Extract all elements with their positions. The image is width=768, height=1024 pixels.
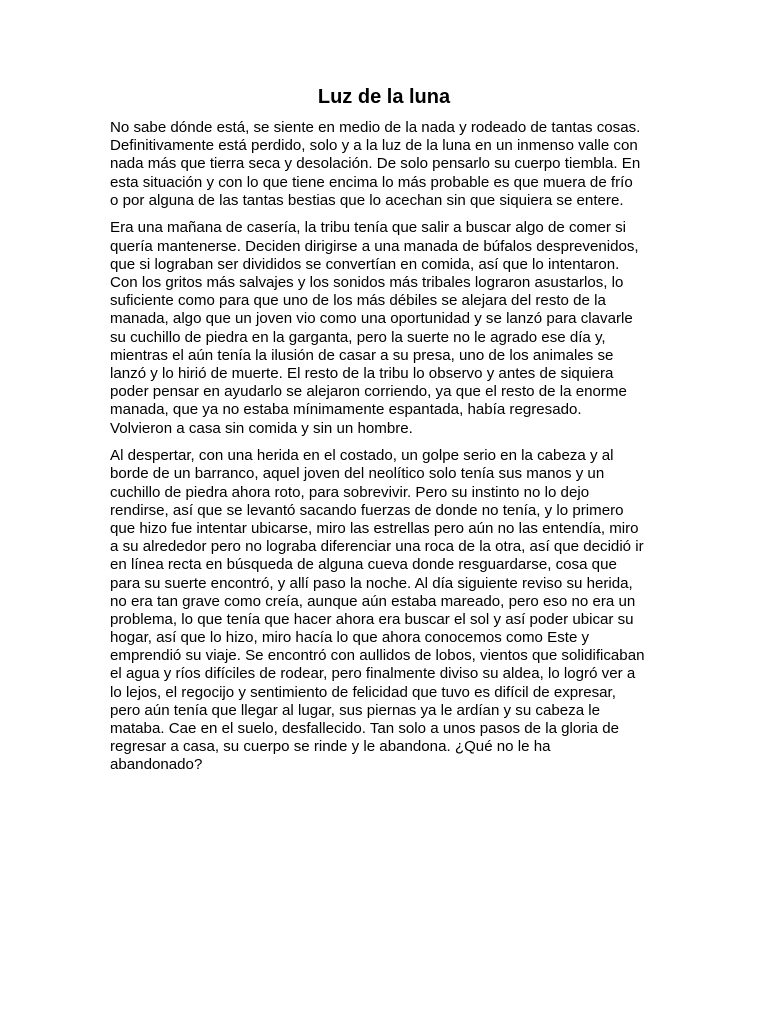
text-line: Definitivamente está perdido, solo y a la luz de la luna en un inmenso valle con <box>110 137 638 155</box>
text-line: rendirse, así que se levantó sacando fuerzas de donde no tenía, y lo primero <box>110 501 624 519</box>
text-line: no era tan grave como creía, aunque aún estaba mareado, pero eso no era un <box>110 592 636 610</box>
text-line: lanzó y lo hirió de muerte. El resto de la tribu lo observo y antes de siquiera <box>110 364 614 382</box>
text-line: hogar, así que lo hizo, miro hacía lo que ahora conocemos como Este y <box>110 629 590 647</box>
text-line: nada más que tierra seca y desolación. De solo pensarlo su cuerpo tiembla. En <box>110 155 641 173</box>
text-line: poder pensar en ayudarlo se alejaron corriendo, ya que el resto de la enorme <box>110 383 627 401</box>
text-line: problema, lo que tenía que hacer ahora era buscar el sol y así poder ubicar su <box>110 610 634 628</box>
text-line: el agua y ríos difíciles de rodear, pero finalmente diviso su aldea, lo logró ver a <box>110 665 636 683</box>
text-line: abandonado? <box>110 756 203 774</box>
document-body <box>110 119 658 784</box>
text-line: cuchillo de piedra ahora roto, para sobrevivir. Pero su instinto no lo dejo <box>110 483 590 501</box>
text-line: Volvieron a casa sin comida y sin un hombre. <box>110 419 413 437</box>
paragraph-1 <box>110 119 658 210</box>
text-line: emprendió su viaje. Se encontró con aullidos de lobos, vientos que solidificaban <box>110 647 645 665</box>
text-line: a su alrededor pero no lograba diferenciar una roca de la otra, así que decidió ir <box>110 538 644 556</box>
text-line: para su suerte encontró, y allí paso la noche. Al día siguiente reviso su herida, <box>110 574 633 592</box>
text-line: borde de un barranco, aquel joven del neolítico solo tenía sus manos y un <box>110 465 605 483</box>
text-line: Con los gritos más salvajes y los sonidos más tribales lograron asustarlos, lo <box>110 274 624 291</box>
text-line: manada, algo que un joven vio como una oportunidad y se lanzó para clavarle <box>110 310 633 328</box>
text-line: esta situación y con lo que tiene encima lo más probable es que muera de frío <box>110 173 633 191</box>
text-line: que hizo fue intentar ubicarse, miro las estrellas pero aún no las entendía, miro <box>110 519 639 537</box>
text-line: manada, que ya no estaba mínimamente espantada, había regresado. <box>110 401 582 419</box>
text-line: que si lograban ser divididos se convertían en comida, así que lo intentaron. <box>110 255 620 273</box>
document-title: Luz de la luna <box>317 86 451 108</box>
text-line: mientras el aún tenía la ilusión de casar a su presa, uno de los animales se <box>110 346 614 364</box>
text-line: Al despertar, con una herida en el costado, un golpe serio en la cabeza y al <box>110 447 614 465</box>
text-line: suficiente como para que uno de los más débiles se alejara del resto de la <box>110 292 606 310</box>
text-line: pero aún tenía que llegar al lugar, sus piernas ya le ardían y su cabeza le <box>110 701 601 719</box>
text-line: en línea recta en búsqueda de alguna cueva donde resguardarse, cosa que <box>110 556 617 574</box>
text-line: regresar a casa, su cuerpo se rinde y le abandona. ¿Qué no le ha <box>110 738 551 756</box>
text-line: o por alguna de las tantas bestias que lo acechan sin que siquiera se entere. <box>110 191 624 209</box>
text-line: mataba. Cae en el suelo, desfallecido. Tan solo a unos pasos de la gloria de <box>110 720 620 737</box>
paragraph-3 <box>110 447 658 774</box>
text-line: No sabe dónde está, se siente en medio de la nada y rodeado de tantas cosas. <box>110 119 641 136</box>
text-line: lo lejos, el regocijo y sentimiento de felicidad que tuvo es difícil de expresar, <box>110 683 616 701</box>
text-line: su cuchillo de piedra en la garganta, pero la suerte no le agrado ese día y, <box>110 328 606 346</box>
paragraph-2 <box>110 219 658 437</box>
text-line: quería mantenerse. Deciden dirigirse a una manada de búfalos desprevenidos, <box>110 237 639 255</box>
text-line: Era una mañana de casería, la tribu tenía que salir a buscar algo de comer si <box>110 219 626 237</box>
